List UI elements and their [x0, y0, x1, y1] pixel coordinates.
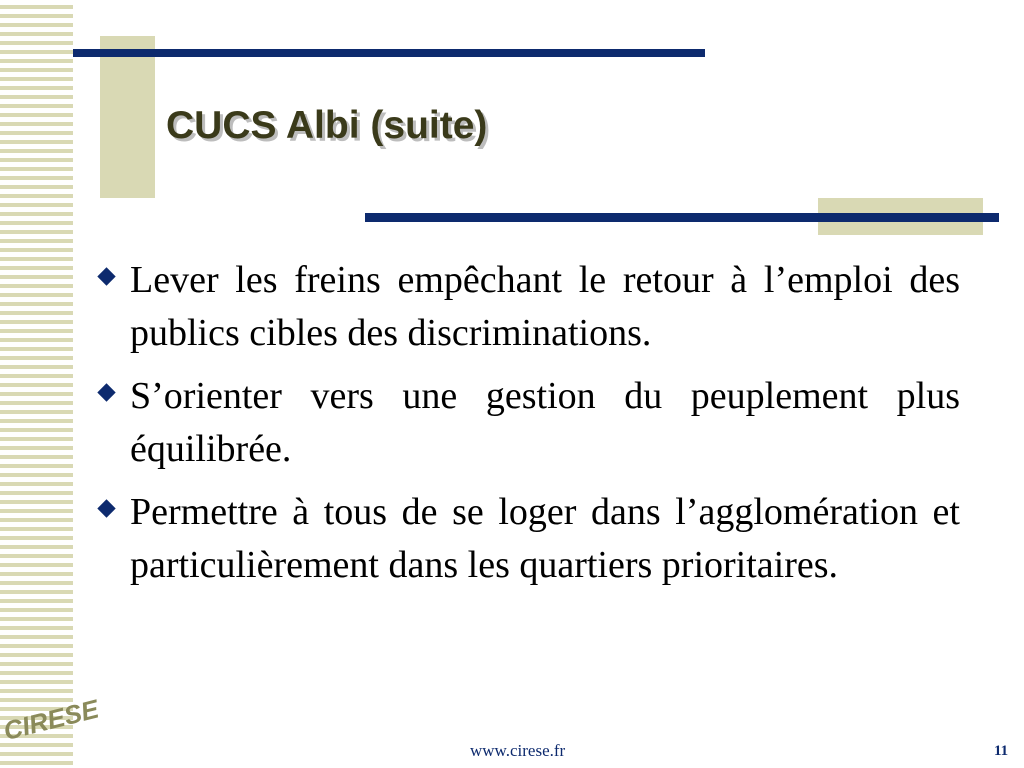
- cirese-logo: CIRESE: [0, 693, 102, 747]
- page-number: 11: [994, 743, 1009, 759]
- bullet-item: [100, 486, 960, 592]
- bullet-text: Lever les freins empêchant le retour à l’emploi des publics cibles des discriminations.: [130, 259, 960, 354]
- bullet-item: [100, 254, 960, 360]
- diamond-bullet-icon: [97, 267, 115, 285]
- slide-title: CUCS Albi (suite): [166, 104, 488, 147]
- decorative-stripes: [0, 0, 73, 768]
- diamond-bullet-icon: [97, 499, 115, 517]
- bottom-divider-line: [365, 213, 999, 222]
- title-accent-block: [100, 36, 155, 198]
- footer-url: www.cirese.fr: [470, 741, 566, 760]
- top-divider-line: [73, 49, 705, 57]
- bullet-item: [100, 370, 960, 476]
- bullet-text: S’orienter vers une gestion du peuplement plus équilibrée.: [130, 375, 960, 470]
- bullet-list: [100, 254, 960, 602]
- diamond-bullet-icon: [97, 383, 115, 401]
- bullet-text: Permettre à tous de se loger dans l’agglomération et particulièrement dans les quartiers prioritaires.: [130, 491, 960, 586]
